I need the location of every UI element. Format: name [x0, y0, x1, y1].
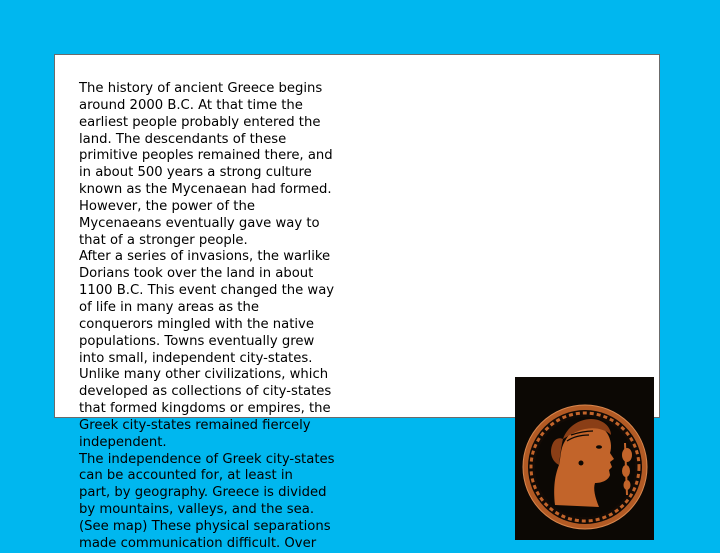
greek-vase-painting-image [515, 377, 654, 540]
body-text: The history of ancient Greece begins around 2000 B.C. At that time the earliest people probably entered the land. The descendants of these primitive peoples remained there, and in about 500 years a strong culture known as the Mycenaean had formed. However, the power of the Mycenaeans eventually gave way to that of a stronger people. After a series of invasions, the warlike Dorians took over the land in about 1100 B.C. This event changed the way of life in many areas as the conquerors mingled with the native populations. Towns eventually grew into small, independent city-states. Unlike many other civilizations, which developed as collections of city-states that formed kingdoms or empires, the Greek city-states remained fiercely independent. The independence of Greek city-states can be accounted for, at least in part, by geography. Greece is divided by mountains, valleys, and the sea. (See map) These physical separations made communication difficult. Over [79, 81, 335, 551]
